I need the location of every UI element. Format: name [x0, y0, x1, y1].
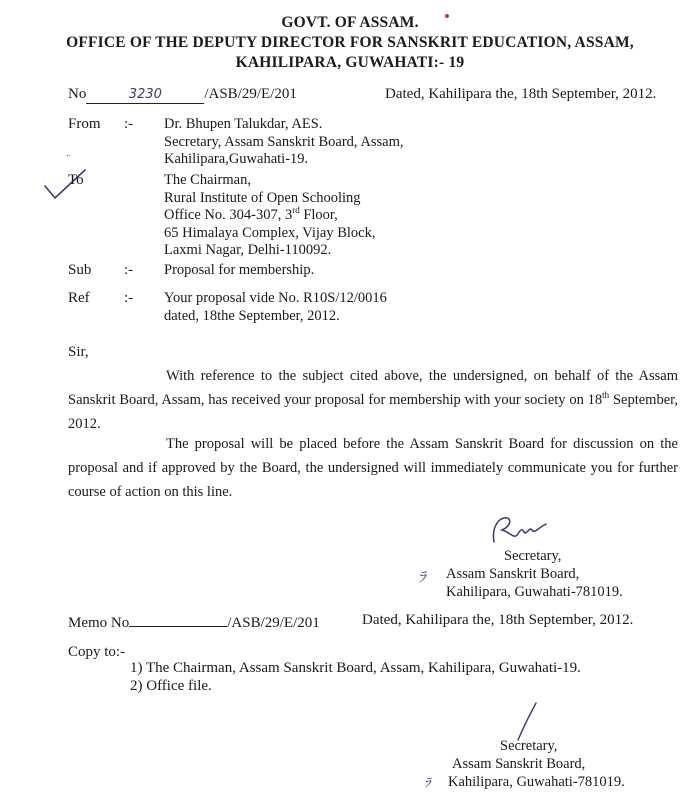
to-line-2: Rural Institute of Open Schooling — [164, 189, 361, 206]
sign1-org: Assam Sanskrit Board, — [446, 566, 580, 582]
header-govt: GOVT. OF ASSAM. — [281, 14, 419, 31]
ref-number-line — [68, 86, 297, 104]
sign1-initial: ﾗ — [418, 568, 426, 586]
to-line-4: 65 Himalaya Complex, Vijay Block, — [164, 224, 376, 241]
sign1-title: Secretary, — [504, 548, 562, 564]
ref-line-2: dated, 18the September, 2012. — [164, 307, 340, 324]
to-line-3: Office No. 304-307, 3rd Floor, — [164, 205, 338, 223]
red-mark-dot — [445, 14, 449, 18]
ref-code: /ASB/29/E/201 — [204, 86, 297, 102]
ref-number-blank — [86, 86, 204, 104]
ref-label-2: Ref — [68, 290, 90, 306]
from-sep: :- — [124, 116, 134, 132]
stray-dots: .. — [66, 148, 71, 159]
header-address: KAHILIPARA, GUWAHATI:- 19 — [235, 54, 465, 71]
ref-number-handwritten: 3230 — [128, 87, 162, 102]
to-line-1: The Chairman, — [164, 172, 251, 188]
copy-to-label: Copy to:- — [68, 644, 126, 660]
from-line-3: Kahilipara,Guwahati-19. — [164, 151, 309, 167]
from-block — [164, 116, 403, 169]
from-line-1: Dr. Bhupen Talukdar, AES. — [164, 116, 323, 132]
ref-label: No — [68, 86, 87, 102]
memo-date: Dated, Kahilipara the, 18th September, 2012. — [362, 612, 634, 628]
salutation: Sir, — [68, 344, 89, 360]
sign2-title: Secretary, — [500, 738, 558, 754]
ref-line-1: Your proposal vide No. R10S/12/0016 — [164, 290, 387, 306]
to-block — [164, 172, 376, 260]
to-label: To — [68, 172, 84, 188]
copy-item-1: 1) The Chairman, Assam Sanskrit Board, Assam, Kahilipara, Guwahati-19. — [130, 660, 581, 676]
sign2-address: Kahilipara, Guwahati-781019. — [448, 774, 625, 790]
ref-sep: :- — [124, 290, 134, 306]
memo-line — [68, 612, 320, 632]
body-paragraph-2: The proposal will be placed before the Assam Sanskrit Board for discussion on the proposal and if approved by the Board, the undersigned will immediately communicate you for further course of action on this line. — [68, 436, 678, 500]
memo-label: Memo No — [68, 615, 130, 631]
sign2-org: Assam Sanskrit Board, — [452, 756, 586, 772]
from-line-2: Secretary, Assam Sanskrit Board, Assam, — [164, 133, 404, 150]
sub-text: Proposal for membership. — [164, 262, 315, 278]
sub-label: Sub — [68, 262, 92, 278]
memo-code: /ASB/29/E/201 — [227, 615, 320, 631]
memo-number-blank — [129, 612, 227, 627]
sign2-initial: ﾗ — [424, 776, 431, 791]
sub-sep: :- — [124, 262, 134, 278]
body-paragraph-1: With reference to the subject cited above, the undersigned, on behalf of the Assam Sanskrit Board, Assam, has received your proposal for membership with your society on 18th September, 2012. — [68, 368, 678, 432]
header-office: OFFICE OF THE DEPUTY DIRECTOR FOR SANSKRIT EDUCATION, ASSAM, — [66, 34, 634, 51]
sign1-address: Kahilipara, Guwahati-781019. — [446, 584, 623, 600]
copy-item-2: 2) Office file. — [130, 678, 212, 694]
from-label: From — [68, 116, 101, 132]
ref-block — [164, 290, 387, 325]
to-line-5: Laxmi Nagar, Delhi-110092. — [164, 242, 332, 258]
ref-date: Dated, Kahilipara the, 18th September, 2012. — [385, 86, 657, 102]
signature-mark — [486, 512, 552, 552]
